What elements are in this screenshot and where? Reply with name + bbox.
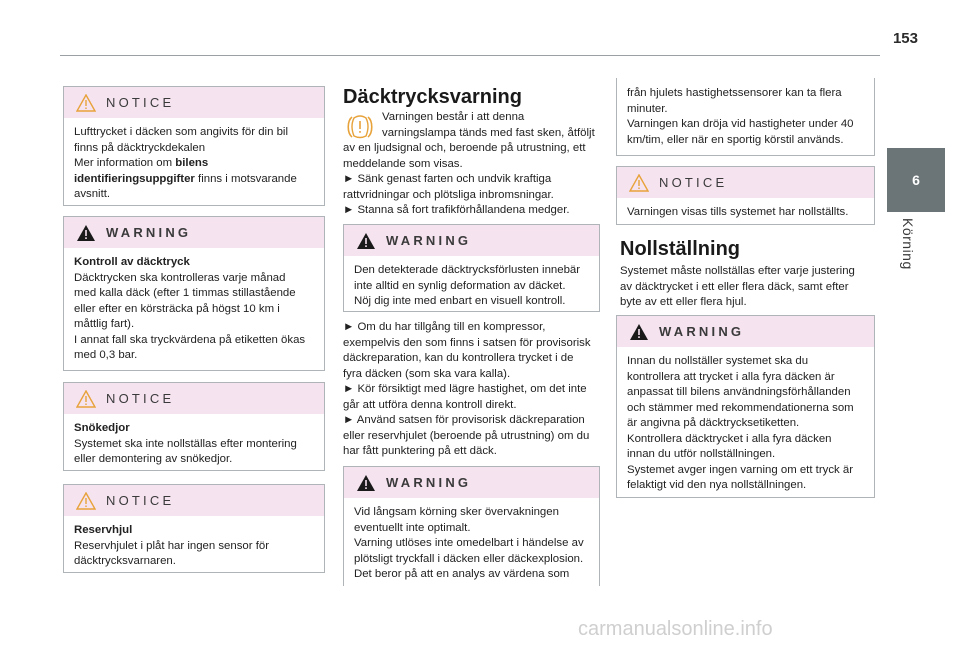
text-line: fyra däcken (som ska vara kalla). bbox=[343, 367, 511, 380]
text-line: km/tim, eller när en sportig körstil används. bbox=[627, 133, 844, 146]
warning-box-continued bbox=[616, 78, 875, 156]
warning-box-tire-check bbox=[63, 216, 325, 371]
text-line: går att utföra denna kontroll direkt. bbox=[343, 398, 517, 411]
chapter-number: 6 bbox=[912, 172, 920, 188]
warning-header bbox=[64, 217, 324, 248]
notice-box-spare-wheel bbox=[63, 484, 325, 573]
text-line: minuter. bbox=[627, 102, 668, 115]
text-line: Varning utlöses inte omedelbart i händelse av bbox=[354, 537, 584, 549]
text-line: Systemet ska inte nollställas efter montering bbox=[74, 437, 297, 450]
text-line: Den detekterade däcktrycksförlusten innebär bbox=[354, 264, 581, 276]
warning-label: WARNING bbox=[386, 475, 472, 490]
notice-box-snow-chains bbox=[63, 382, 325, 471]
warning-triangle-icon bbox=[356, 232, 376, 250]
watermark: carmanualsonline.info bbox=[578, 618, 773, 640]
text-line: är angivna på däcktrycksetiketten. bbox=[627, 417, 800, 429]
text-line: Reservhjulet i plåt har ingen sensor för bbox=[74, 539, 270, 552]
reset-intro-paragraph bbox=[620, 264, 878, 311]
text-line: Varningen visas tills systemet har nollställts. bbox=[627, 206, 849, 218]
text-line: ► Kör försiktigt med lägre hastighet, om det inte bbox=[343, 383, 587, 395]
notice-label: NOTICE bbox=[106, 95, 175, 110]
text-line: eventuellt inte optimalt. bbox=[354, 521, 471, 534]
text-line: plötsligt tryckfall i däcken eller däckexplosion. bbox=[354, 552, 584, 565]
intro-second-line: varningslampa tänds med fast sken, åtföljt bbox=[382, 126, 595, 139]
text-line: Det beror på att en analys av värdena som bbox=[354, 568, 570, 580]
text-line: rattvridningar och plötsliga inbromsningar. bbox=[343, 188, 554, 201]
notice-header bbox=[64, 87, 324, 118]
warning-body bbox=[64, 248, 324, 372]
text-line: eller reservhjulet (beroende på utrustning) om du bbox=[343, 429, 590, 442]
text-line: avsnitt. bbox=[74, 188, 111, 200]
text-line: däckreparation, kan du kontrollera trycket i de bbox=[343, 352, 574, 364]
box-title: Reservhjul bbox=[74, 524, 133, 536]
notice-header bbox=[64, 485, 324, 516]
text-line: inte alltid en synlig deformation av däcket. bbox=[354, 279, 566, 292]
warning-label: WARNING bbox=[106, 225, 192, 240]
warning-box-deformation bbox=[343, 224, 600, 312]
warning-lamp-icon bbox=[344, 114, 376, 140]
warning-body bbox=[617, 347, 874, 502]
warning-body bbox=[344, 498, 599, 591]
warning-triangle-icon bbox=[76, 224, 96, 242]
text-line: byte av ett eller flera hjul. bbox=[620, 296, 747, 308]
warning-box-slow-driving bbox=[343, 466, 600, 586]
text-line: ► Stanna så fort trafikförhållandena medger. bbox=[343, 204, 570, 216]
link-text: bilens bbox=[175, 157, 209, 169]
text-line: ► Sänk genast farten och undvik kraftiga bbox=[343, 173, 552, 185]
notice-label: NOTICE bbox=[106, 493, 175, 508]
text-line: och stämmer med rekommendationerna som bbox=[627, 401, 854, 414]
text-line: innan du utför nollställningen. bbox=[627, 448, 776, 460]
continued-body bbox=[617, 78, 874, 156]
text-line: Mer information om bilens bbox=[74, 157, 209, 169]
text-line: Innan du nollställer systemet ska du bbox=[627, 355, 809, 367]
text-line: har fått punktering på ett däck. bbox=[343, 445, 497, 457]
text-line: måttlig fart). bbox=[74, 318, 135, 330]
notice-triangle-icon bbox=[76, 492, 96, 510]
text-line: ► Använd satsen för provisorisk däckreparation bbox=[343, 414, 585, 426]
warning-header bbox=[344, 467, 599, 498]
section-heading-tire-warning: Däcktrycksvarning bbox=[343, 86, 522, 108]
text-line: från hjulets hastighetssensorer kan ta flera bbox=[627, 87, 842, 99]
text-line: Lufttrycket i däcken som angivits för din bil bbox=[74, 126, 288, 138]
text-line: Däcktrycken ska kontrolleras varje månad bbox=[74, 271, 286, 284]
text-line: eller efter en körsträcka på högst 10 km i bbox=[74, 302, 280, 315]
text-line: I annat fall ska tryckvärdena på etiketten ökas bbox=[74, 333, 306, 346]
text-line: Kontrollera däcktrycket i alla fyra däcken bbox=[627, 432, 832, 445]
warning-triangle-icon bbox=[356, 474, 376, 492]
intro-paragraph bbox=[343, 141, 605, 219]
instructions-paragraph bbox=[343, 320, 605, 460]
text-line: Systemet måste nollställas efter varje justering bbox=[620, 265, 855, 277]
notice-body bbox=[617, 198, 874, 229]
warning-label: WARNING bbox=[386, 233, 472, 248]
text-line: av en ljudsignal och, beroende på utrustning, ett bbox=[343, 142, 586, 154]
header-rule bbox=[60, 55, 880, 56]
notice-box-tire-pressure bbox=[63, 86, 325, 206]
text-line: kontrollera att trycket i alla fyra däcken är bbox=[627, 370, 835, 383]
notice-box-reset-display bbox=[616, 166, 875, 225]
text-line: med 0,3 bar. bbox=[74, 349, 138, 361]
section-heading-reset: Nollställning bbox=[620, 238, 740, 260]
text-line: identifieringsuppgifter finns i motsvarande bbox=[74, 172, 297, 185]
text-line: Vid långsam körning sker övervakningen bbox=[354, 506, 559, 518]
intro-first-line: Varningen består i att denna bbox=[382, 111, 525, 123]
warning-label: WARNING bbox=[659, 324, 745, 339]
text-line: exempelvis den som finns i satsen för provisorisk bbox=[343, 336, 591, 349]
text-line: eller demontering av snökedjor. bbox=[74, 453, 233, 465]
text-line: finns på däcktryckdekalen bbox=[74, 141, 206, 154]
warning-header bbox=[344, 225, 599, 256]
box-title: Kontroll av däcktryck bbox=[74, 256, 190, 268]
text-line: Varningen kan dröja vid hastigheter under 40 bbox=[627, 118, 854, 130]
notice-header bbox=[64, 383, 324, 414]
notice-label: NOTICE bbox=[106, 391, 175, 406]
warning-triangle-icon bbox=[629, 323, 649, 341]
notice-triangle-icon bbox=[76, 94, 96, 112]
warning-box-before-reset bbox=[616, 315, 875, 498]
text-line: med kalla däck (efter 1 timmas stillastående bbox=[74, 287, 296, 299]
text-line: meddelande som visas. bbox=[343, 157, 463, 170]
notice-body bbox=[64, 414, 324, 476]
page-number: 153 bbox=[892, 30, 918, 47]
notice-triangle-icon bbox=[76, 390, 96, 408]
notice-label: NOTICE bbox=[659, 175, 728, 190]
chapter-tab[interactable] bbox=[887, 148, 945, 212]
warning-header bbox=[617, 316, 874, 347]
notice-body bbox=[64, 118, 324, 211]
chapter-title: Körning bbox=[900, 218, 916, 270]
text-line: anpassat till bilens användningsförhållanden bbox=[627, 386, 851, 398]
box-title: Snökedjor bbox=[74, 422, 130, 434]
text-line: felaktigt vid den nya nollställningen. bbox=[627, 479, 807, 491]
notice-header bbox=[617, 167, 874, 198]
text-line: ► Om du har tillgång till en kompressor, bbox=[343, 321, 546, 333]
text-line: Nöj dig inte med enbart en visuell kontroll. bbox=[354, 295, 566, 307]
warning-body bbox=[344, 256, 599, 318]
text-line: däcktrycksvarnaren. bbox=[74, 555, 176, 567]
link-text: identifieringsuppgifter bbox=[74, 172, 195, 185]
text-line: Systemet avger ingen varning om ett tryck är bbox=[627, 463, 854, 476]
notice-triangle-icon bbox=[629, 174, 649, 192]
text-line: av däcktrycket i ett eller flera däck, samt efter bbox=[620, 280, 849, 293]
notice-body bbox=[64, 516, 324, 578]
